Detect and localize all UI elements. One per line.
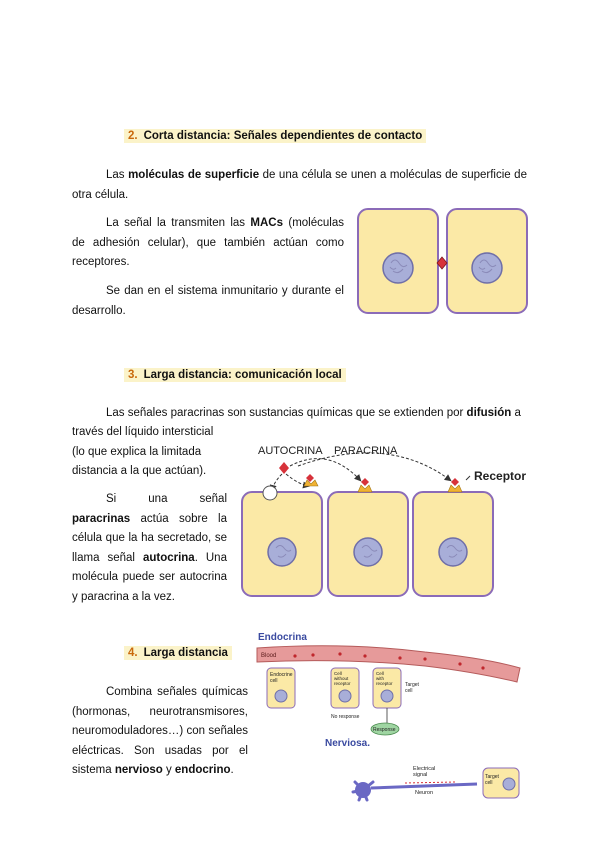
section-title: Larga distancia: comunicación local — [143, 369, 342, 381]
section-4-paragraph-1: Combina señales químicas (hormonas, neurotransmisores, neuromoduladores…) con señales eléctricas. Son usadas por el sistema nervioso y endocrino. — [72, 686, 248, 776]
secretory-vesicle — [263, 486, 277, 500]
svg-text:with: with — [376, 676, 385, 681]
section-3-paragraph-1a: Las señales paracrinas son sustancias químicas que se extienden por difusión a — [106, 407, 521, 419]
svg-text:cell: cell — [270, 678, 278, 684]
svg-text:Cell: Cell — [376, 671, 384, 676]
section-3-paragraph-1b: través del líquido intersticial (lo que explica la limitada distancia a la que actúan). — [72, 426, 214, 477]
autocrina-label: AUTOCRINA — [258, 445, 323, 457]
nucleus — [383, 253, 413, 283]
nucleus — [472, 253, 502, 283]
receptor-label: Receptor — [474, 469, 527, 483]
nucleus — [268, 538, 296, 566]
contact-signal-figure — [355, 205, 535, 317]
svg-text:Target: Target — [485, 774, 499, 780]
section-3-heading — [124, 368, 346, 382]
svg-text:receptor: receptor — [376, 681, 393, 686]
section-title: Larga distancia — [143, 647, 228, 659]
svg-text:receptor: receptor — [334, 681, 351, 686]
paracrina-label: PARACRINA — [334, 445, 398, 457]
endocrina-label: Endocrina — [258, 632, 307, 643]
neuron-label: Neuron — [415, 790, 434, 796]
response-label: Response — [373, 727, 396, 733]
section-2-paragraph-1: Las moléculas de superficie de una célula se unen a moléculas de superficie de otra célula. — [72, 169, 527, 201]
svg-text:Target: Target — [405, 682, 419, 688]
no-response-label: No response — [331, 714, 360, 720]
nucleus — [354, 538, 382, 566]
svg-text:cell: cell — [405, 688, 413, 694]
paracrine-figure — [238, 440, 538, 602]
svg-text:cell: cell — [485, 780, 493, 786]
endocrine-nervous-figure — [255, 628, 545, 813]
svg-text:Endocrine: Endocrine — [270, 672, 293, 678]
section-3-paragraph-2: Si una señal paracrinas actúa sobre la célula que la ha secretado, se llama señal autocrina. Una molécula puede ser autocrina y paracrina a la vez. — [72, 493, 227, 603]
section-number: 4. — [128, 647, 138, 659]
svg-text:signal: signal — [413, 772, 428, 778]
section-2-paragraph-3: Se dan en el sistema inmunitario y durante el desarrollo. — [72, 285, 344, 317]
svg-text:Cell: Cell — [334, 671, 342, 676]
section-title: Corta distancia: Señales dependientes de contacto — [143, 130, 423, 142]
svg-text:without: without — [334, 676, 349, 681]
section-2-heading — [124, 129, 426, 143]
section-number: 3. — [128, 369, 138, 381]
section-number: 2. — [128, 130, 138, 142]
svg-text:Electrical: Electrical — [413, 766, 436, 772]
blood-label: Blood — [261, 653, 277, 659]
nerviosa-label: Nerviosa. — [325, 738, 371, 749]
nucleus — [439, 538, 467, 566]
section-2-paragraph-2: La señal la transmiten las MACs (moléculas de adhesión celular), que también actúan como receptores. — [72, 217, 344, 268]
section-4-heading — [124, 646, 232, 660]
